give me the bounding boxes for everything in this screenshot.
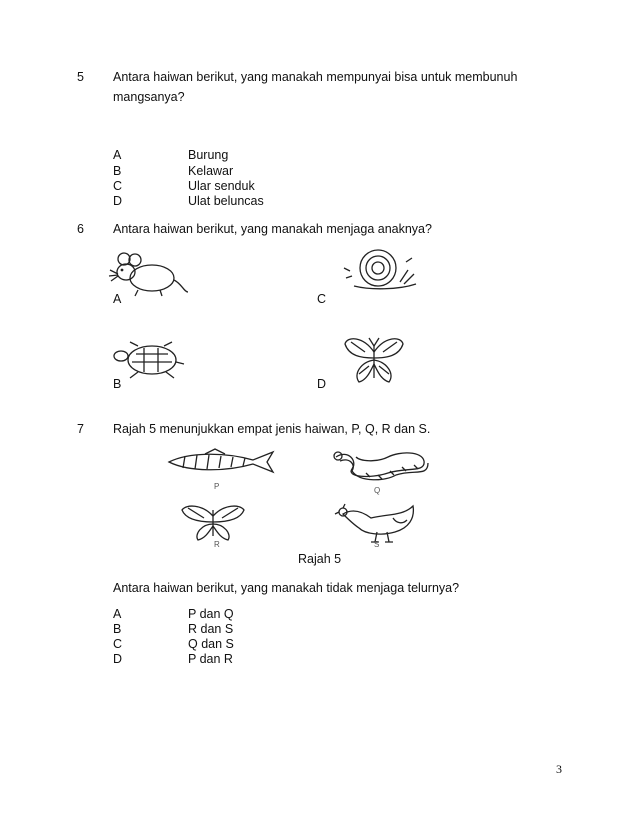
q7-text: Rajah 5 menunjukkan empat jenis haiwan, P, Q, R dan S. bbox=[113, 422, 431, 436]
butterfly-image bbox=[343, 334, 405, 386]
q7-option-a-letter: A bbox=[113, 607, 122, 621]
q7-question: Antara haiwan berikut, yang manakah tidak menjaga telurnya? bbox=[113, 581, 460, 595]
q7-option-d-text: P dan R bbox=[188, 652, 233, 666]
q5-number: 5 bbox=[77, 70, 84, 84]
q5-option-d-text: Ulat beluncas bbox=[188, 194, 264, 208]
q7-option-c-letter: C bbox=[113, 637, 123, 651]
figure-label-q: Q bbox=[374, 486, 381, 495]
q7-option-b-text: R dan S bbox=[188, 622, 234, 636]
q5-option-b-text: Kelawar bbox=[188, 164, 234, 178]
q6-label-c: C bbox=[317, 292, 327, 306]
q6-label-d: D bbox=[317, 377, 327, 391]
q6-label-a: A bbox=[113, 292, 122, 306]
turtle-image bbox=[110, 340, 190, 382]
q5-option-c-text: Ular senduk bbox=[188, 179, 255, 193]
butterfly-r-image bbox=[180, 502, 246, 542]
q6-text: Antara haiwan berikut, yang manakah menjaga anaknya? bbox=[113, 222, 432, 236]
figure-label-r: R bbox=[214, 540, 220, 549]
q7-option-c-text: Q dan S bbox=[188, 637, 234, 651]
fish-image bbox=[165, 448, 275, 476]
q7-option-d-letter: D bbox=[113, 652, 123, 666]
q6-label-b: B bbox=[113, 377, 122, 391]
q5-option-a-text: Burung bbox=[188, 148, 229, 162]
q7-option-a-text: P dan Q bbox=[188, 607, 234, 621]
q7-option-b-letter: B bbox=[113, 622, 122, 636]
figure-label-p: P bbox=[214, 482, 220, 491]
snail-image bbox=[340, 244, 422, 296]
q5-option-c-letter: C bbox=[113, 179, 123, 193]
q6-number: 6 bbox=[77, 222, 84, 236]
q5-option-d-letter: D bbox=[113, 194, 123, 208]
page-number: 3 bbox=[556, 762, 562, 776]
q5-text-line2: mangsanya? bbox=[113, 90, 185, 104]
q5-text-line1: Antara haiwan berikut, yang manakah mempunyai bisa untuk membunuh bbox=[113, 70, 518, 84]
figure-label-s: S bbox=[374, 540, 380, 549]
chicken-image bbox=[333, 500, 419, 544]
q5-option-b-letter: B bbox=[113, 164, 122, 178]
q7-number: 7 bbox=[77, 422, 84, 436]
figure-caption: Rajah 5 bbox=[298, 552, 342, 566]
q5-option-a-letter: A bbox=[113, 148, 122, 162]
snake-image bbox=[330, 447, 430, 483]
